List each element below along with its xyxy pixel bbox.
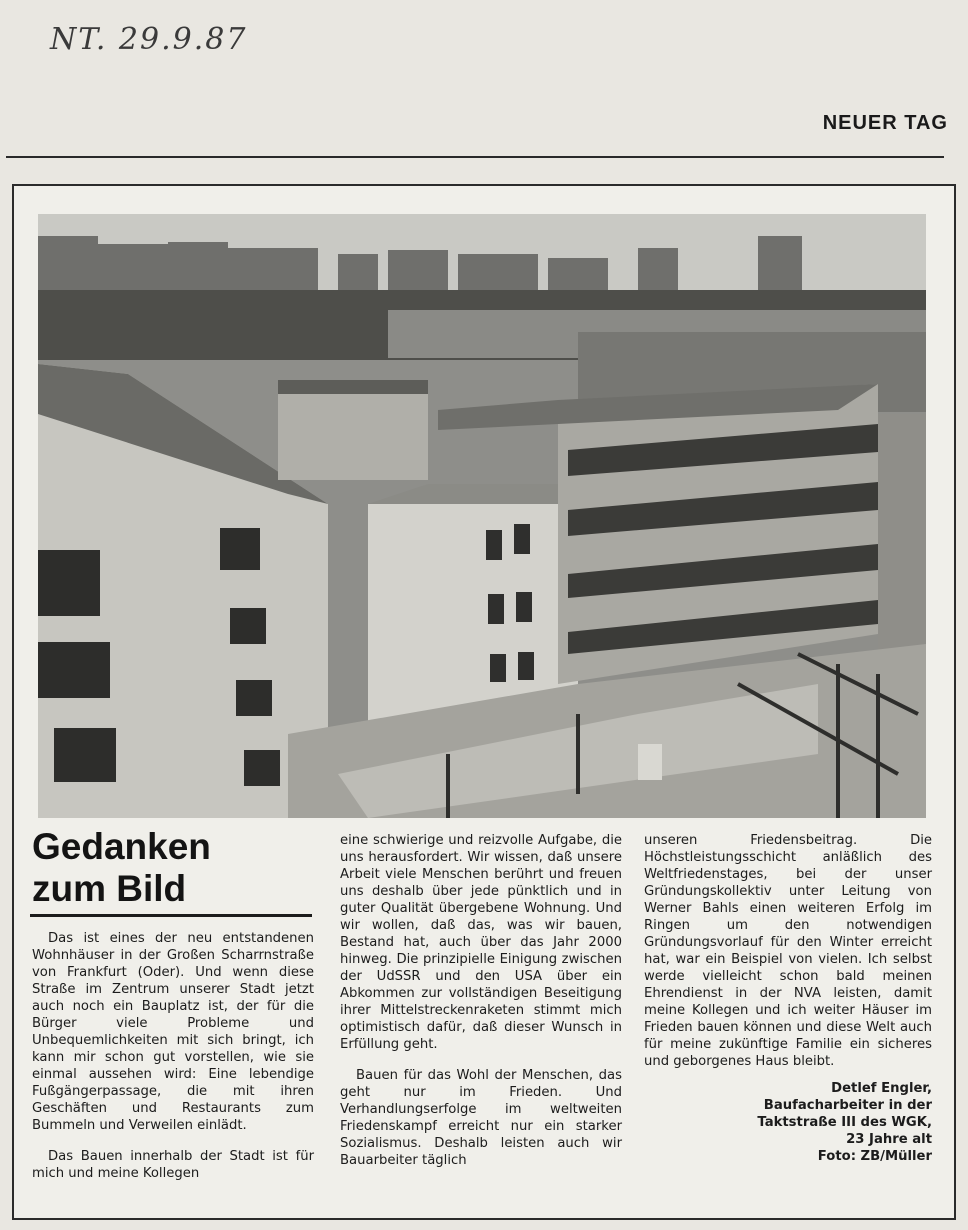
handwritten-date-note: NT. 29.9.87 — [50, 22, 248, 57]
newspaper-masthead: NEUER TAG — [822, 112, 948, 134]
author-name: Detlef Engler, — [831, 1081, 932, 1096]
article-column-1 — [32, 930, 314, 1182]
headline-rule — [30, 914, 312, 917]
paragraph: unseren Friedensbeitrag. Die Höchstleistungsschicht anläßlich des Weltfriedenstages, bei der unser Gründungskollektiv unter Leitung von Werner Bahls einen weiteren Erfolg im Ringen um den notwendigen Gründungsvorlauf für den Winter erreicht hat, war ein Beispiel von vielen. Ich selbst werde vielleicht schon bald meinen Ehrendienst in der NVA leisten, damit meine Kollegen und ich weiter Häuser im Frieden bauen können und diese Welt auch für meine zukünftige Familie ein sicheres und geborgenes Haus bleibt. — [644, 833, 932, 1069]
paragraph: Das Bauen innerhalb der Stadt ist für mich und meine Kollegen — [32, 1149, 314, 1181]
article-headline — [32, 826, 322, 910]
paragraph: eine schwierige und reizvolle Aufgabe, die uns herausfordert. Wir wissen, daß unsere Arbeit viele Menschen berührt und freuen uns deshalb über jede pünktlich und in guter Qualität übergebene Wohnung. Und wir wollen, daß das, was wir bauen, Bestand hat, auch über das Jahr 2000 hinweg. Die prinzipielle Einigung zwischen der UdSSR und den USA über ein Abkommen zur vollständigen Beseitigung ihrer Mittelstreckenraketen stimmt mich optimistisch dafür, daß dieser Wunsch in Erfüllung geht. — [340, 833, 622, 1052]
top-rule — [6, 156, 944, 158]
paragraph: Das ist eines der neu entstandenen Wohnhäuser in der Großen Scharrnstraße von Frankfurt (Oder). Und wenn diese Straße im Zentrum unserer Stadt jetzt auch noch ein Bauplatz ist, der für die Bürger viele Probleme und Unbequemlichkeiten mit sich bringt, ich kann mir schon gut vorstellen, wie sie einmal aussehen wird: Eine lebendige Fußgängerpassage, die mit ihren Geschäften und Restaurants zum Bummeln und Verweilen einlädt. — [32, 931, 314, 1133]
author-job: Baufacharbeiter in der — [763, 1098, 932, 1113]
article-column-3 — [644, 832, 932, 1165]
author-workplace: Taktstraße III des WGK, — [757, 1115, 932, 1130]
article-photo — [38, 214, 926, 818]
photo-illustration — [38, 214, 926, 818]
article-column-2 — [340, 832, 622, 1169]
photo-credit: Foto: ZB/Müller — [817, 1149, 932, 1164]
paragraph: Bauen für das Wohl der Menschen, das geht nur im Frieden. Und Verhandlungserfolge im weltweiten Friedenskampf erreicht nur ein starker Sozialismus. Deshalb leisten auch wir Bauarbeiter täglich — [340, 1068, 622, 1168]
author-age: 23 Jahre alt — [846, 1132, 932, 1147]
headline-line-1: Gedanken — [32, 826, 211, 867]
headline-line-2: zum Bild — [32, 868, 187, 909]
author-signature — [644, 1080, 932, 1165]
